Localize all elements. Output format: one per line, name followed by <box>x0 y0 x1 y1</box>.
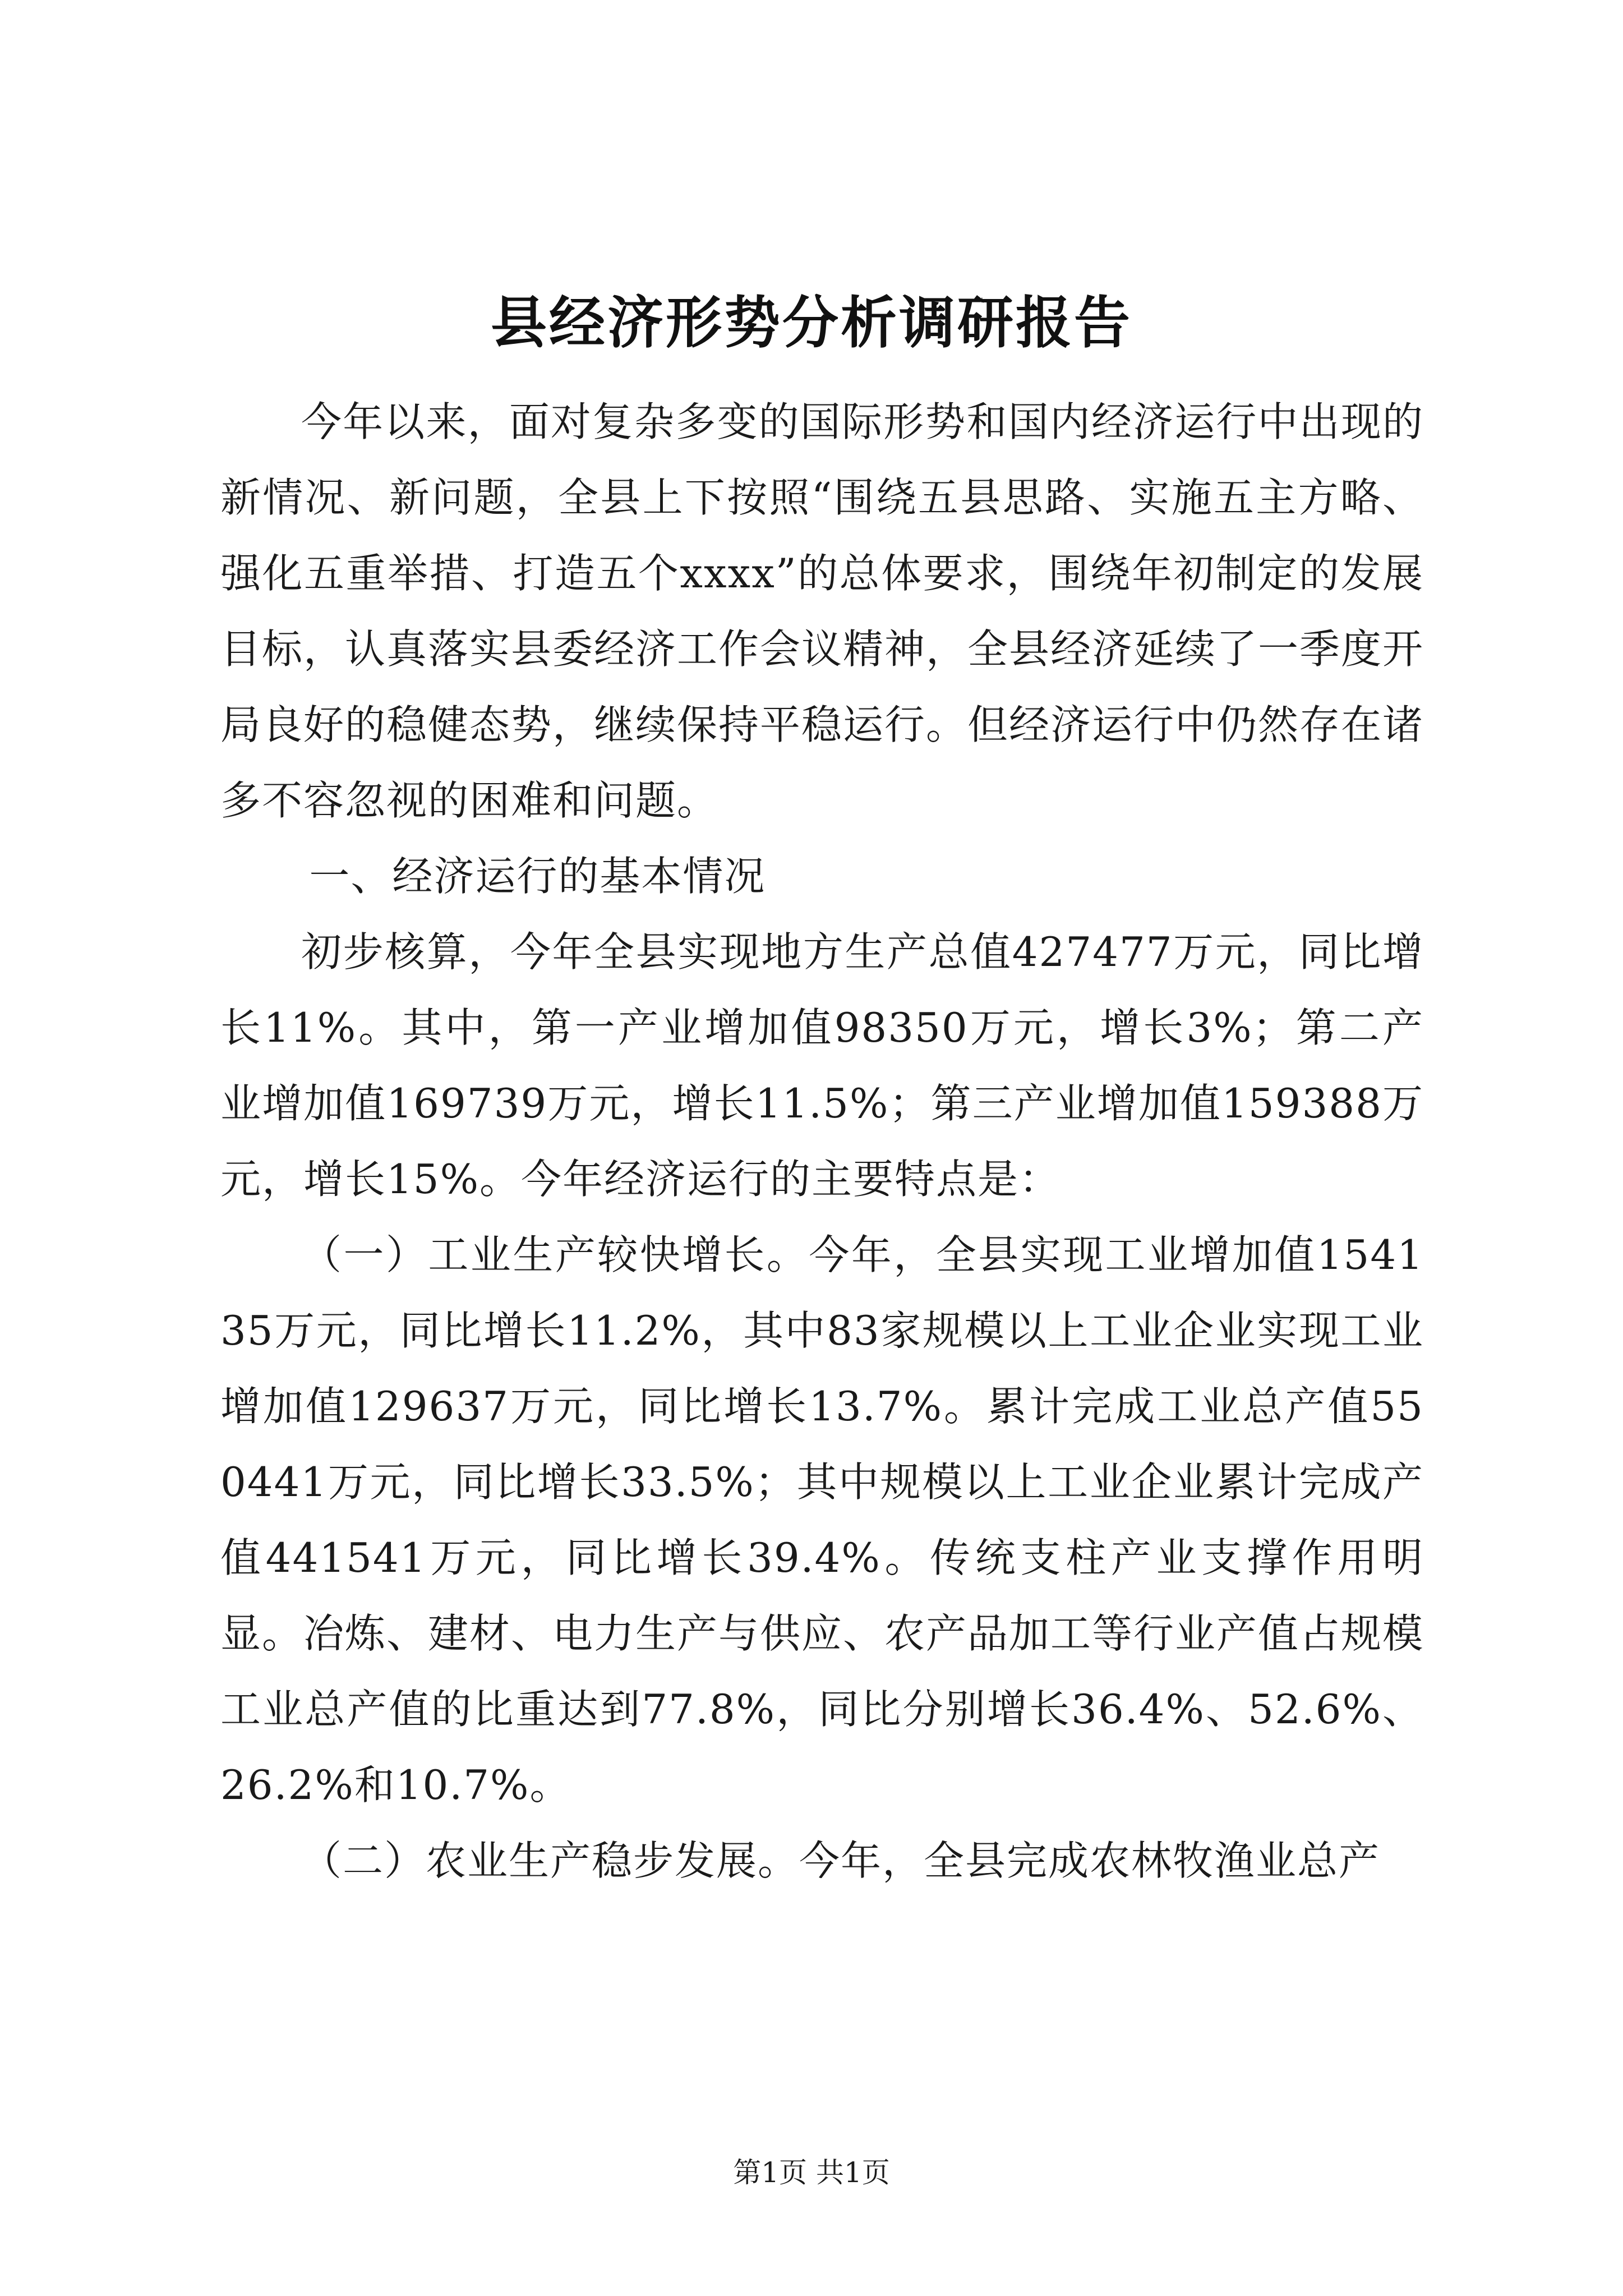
paragraph-industry: （一）工业生产较快增长。今年，全县实现工业增加值154135万元，同比增长11.2%，其中83家规模以上工业企业实现工业增加值129637万元，同比增长13.7%。累计完成工业总产值550441万元，同比增长33.5%；其中规模以上工业企业累计完成产值441541万元，同比增长39.4%。传统支柱产业支撑作用明显。冶炼、建材、电力生产与供应、农产品加工等行业产值占规模工业总产值的比重达到77.8%，同比分别增长36.4%、52.6%、26.2%和10.7%。 <box>220 1231 1424 1809</box>
page-footer: 第1页 共1页 <box>733 2156 890 2189</box>
paragraph-agriculture: （二）农业生产稳步发展。今年，全县完成农林牧渔业总产 <box>301 1837 1381 1884</box>
section-heading-basic-situation: 一、经济运行的基本情况 <box>309 853 766 900</box>
document-body <box>220 384 1424 1899</box>
paragraph-intro: 今年以来，面对复杂多变的国际形势和国内经济运行中出现的新情况、新问题，全县上下按照“围绕五县思路、实施五主方略、强化五重举措、打造五个xxxx”的总体要求，围绕年初制定的发展目标，认真落实县委经济工作会议精神，全县经济延续了一季度开局良好的稳健态势，继续保持平稳运行。但经济运行中仍然存在诸多不容忽视的困难和问题。 <box>220 398 1424 824</box>
paragraph-gdp-summary: 初步核算，今年全县实现地方生产总值427477万元，同比增长11%。其中，第一产业增加值98350万元，增长3%；第二产业增加值169739万元，增长11.5%；第三产业增加值159388万元，增长15%。今年经济运行的主要特点是： <box>220 928 1424 1203</box>
document-title: 县经济形势分析调研报告 <box>491 289 1132 356</box>
